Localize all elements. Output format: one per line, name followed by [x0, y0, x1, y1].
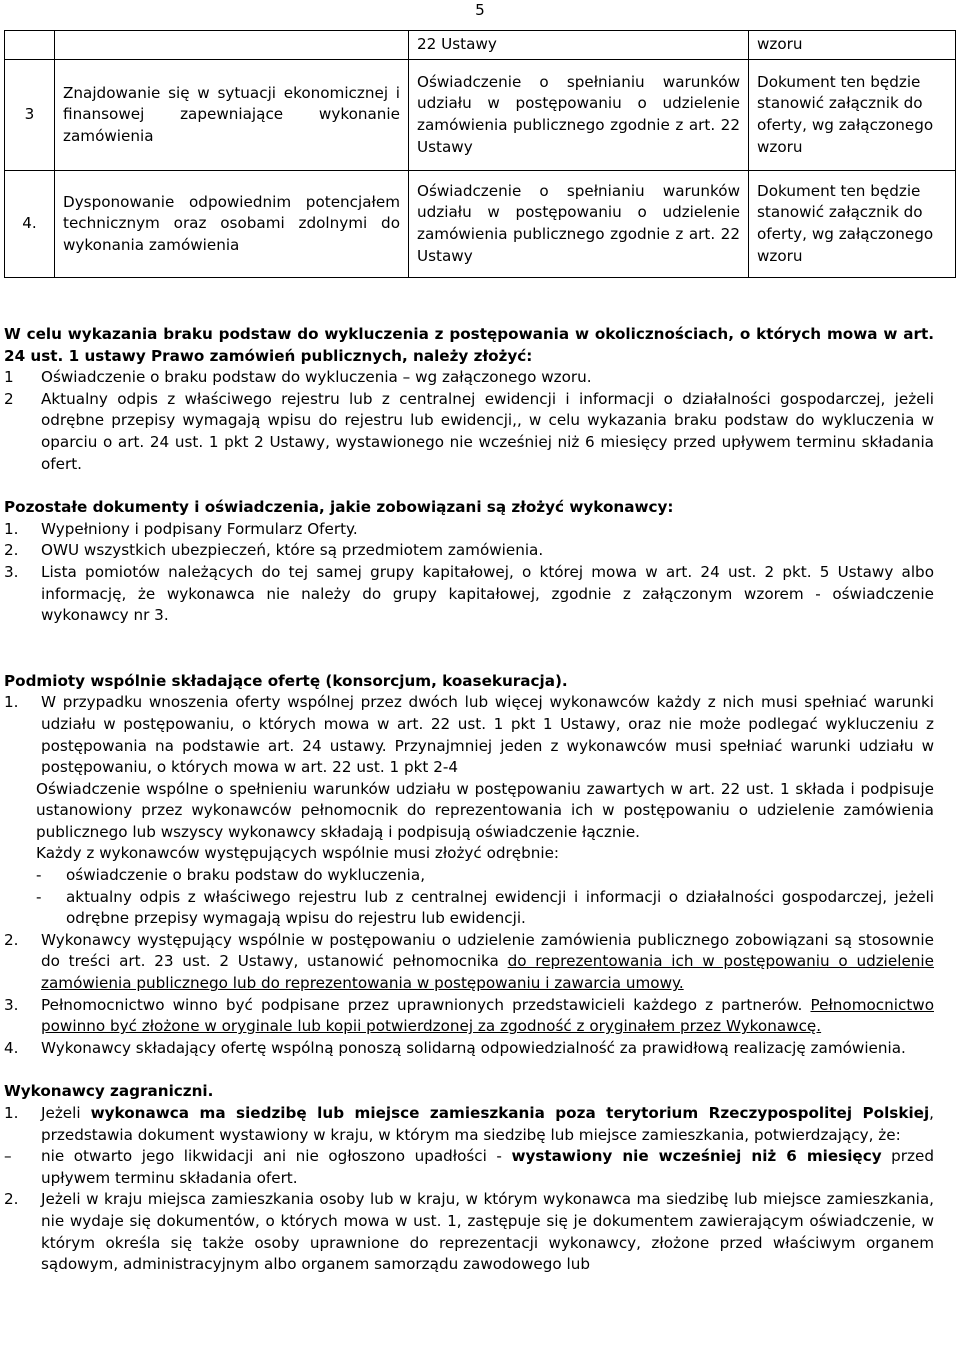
list-item: [4, 389, 934, 475]
document-cell: [409, 60, 749, 171]
exclusion-heading: W celu wykazania braku podstaw do wykluczenia z postępowania w okolicznościach, o których mowa w art. 24 ust. 1 ustawy Prawo zamówień publicznych, należy złożyć:: [4, 325, 934, 365]
row-number: 4.: [5, 171, 55, 278]
item-text: Wypełniony i podpisany Formularz Oferty.: [41, 519, 358, 538]
item-number: 2: [4, 389, 14, 408]
item-number: 2.: [4, 541, 19, 560]
item-number: 2.: [4, 1190, 19, 1209]
item-text: OWU wszystkich ubezpieczeń, które są przedmiotem zamówienia.: [41, 541, 544, 560]
foreign-heading: Wykonawcy zagraniczni.: [4, 1082, 214, 1101]
item-number: 2.: [4, 930, 19, 949]
row-number: 3: [5, 60, 55, 171]
note-cell: wzoru: [749, 31, 956, 60]
note-cell: Dokument ten będzie stanowić załącznik do oferty, wg załączonego wzoru: [749, 171, 956, 278]
dash-item: [4, 887, 934, 930]
consortium-heading: Podmioty wspólnie składające ofertę (konsorcjum, koasekuracja).: [4, 671, 568, 690]
document-text: Oświadczenie o spełnianiu warunków udziału w postępowaniu o udzielenie zamówienia publicznego zgodnie z art. 22 Ustawy: [417, 181, 740, 265]
item-number: 1.: [4, 1104, 19, 1122]
item-text-plain: Wykonawcy występujący wspólnie w postępowaniu o udzielenie zamówienia publicznego zobowiązani są stosownie do treści art. 23 ust. 2 Ustawy, ustanowić pełnomocnika: [41, 930, 934, 971]
dash-mark: -: [36, 866, 42, 885]
criterion-cell: [55, 31, 409, 60]
table-row: [5, 31, 956, 60]
item-text: Aktualny odpis z właściwego rejestru lub z centralnej ewidencji i informacji o działalności gospodarczej, jeżeli odrębne przepisy wymagają wpisu do rejestru lub ewidencji,, w celu wykazania braku podstaw do wykluczenia w oparciu o art. 24 ust. 1 pkt 2 Ustawy, wystawionego nie wcześniej niż 6 miesięcy przed upływem terminu składania ofert.: [41, 389, 934, 473]
criterion-cell: [55, 171, 409, 278]
list-item: [4, 1103, 934, 1146]
item-number: 3.: [4, 995, 19, 1014]
item-text: [41, 995, 934, 1038]
list-item: [4, 1038, 934, 1060]
dash-text-bold: wystawiony nie wcześniej niż 6 miesięcy: [511, 1147, 882, 1166]
dash-text: oświadczenie o braku podstaw do wykluczenia,: [66, 866, 426, 885]
list-item: [4, 519, 934, 541]
page-number: 5: [475, 1, 485, 19]
item-number: 1: [4, 368, 14, 387]
item-text-bold: wykonawca ma siedzibę lub miejsce zamieszkania poza terytorium Rzeczypospolitej Polskiej: [90, 1104, 930, 1122]
item-number: 1.: [4, 693, 19, 712]
list-item: [4, 995, 934, 1038]
item-text: Jeżeli w kraju miejsca zamieszkania osoby lub w kraju, w którym wykonawca ma siedzibę lub miejsce zamieszkania, nie wydaje się dokumentów, o których mowa w ust. 1, zastępuje się je dokumentem zawierającym oświadczenie, w którym określa się także osoby uprawnione do reprezentacji wykonawcy, złożone przed właściwym organem sądowym, administracyjnym albo organem samorządu zawodowego lub: [41, 1190, 934, 1274]
list-item: [4, 367, 934, 389]
item-text: [41, 1103, 934, 1146]
item-text: Lista pomiotów należących do tej samej grupy kapitałowej, o której mowa w art. 24 ust. 2 pkt. 5 Ustawy albo informację, że wykonawca nie należy do grupy kapitałowej, zgodnie z załączonym wzorem - oświadczenie wykonawcy nr 3.: [41, 562, 934, 625]
criterion-text: Znajdowanie się w sytuacji ekonomicznej i finansowej zapewniające wykonanie zamówienia: [63, 83, 400, 145]
dash-text-post: przed upływem terminu składania ofert.: [41, 1147, 934, 1187]
list-item: [4, 1189, 934, 1275]
dash-item: [4, 1146, 934, 1189]
requirements-table: [4, 30, 956, 278]
criterion-text: Dysponowanie odpowiednim potencjałem technicznym oraz osobami zdolnymi do wykonania zamówienia: [63, 192, 400, 254]
item-number: 4.: [4, 1038, 19, 1057]
dash-item: [4, 865, 934, 887]
item-text-underlined: do reprezentowania ich w postępowaniu o udzielenie zamówienia publicznego lub do reprezentowania w postępowaniu i zawarcia umowy.: [41, 952, 935, 993]
item-text: Wykonawcy składający ofertę wspólną ponoszą solidarną odpowiedzialność za prawidłową realizację zamówienia.: [41, 1038, 906, 1057]
list-item: [4, 930, 934, 995]
document-text: Oświadczenie o spełnianiu warunków udziału w postępowaniu o udzielenie zamówienia publicznego zgodnie z art. 22 Ustawy: [417, 72, 740, 156]
each-contractor-paragraph: Każdy z wykonawców występujących wspólnie musi złożyć odrębnie:: [36, 844, 560, 863]
item-text-pre: Jeżeli: [41, 1104, 81, 1122]
other-documents-heading: Pozostałe dokumenty i oświadczenia, jakie zobowiązani są złożyć wykonawcy:: [4, 498, 674, 517]
criterion-cell: [55, 60, 409, 171]
item-number: 1.: [4, 519, 19, 538]
item-text: W przypadku wnoszenia oferty wspólnej przez dwóch lub więcej wykonawców każdy z nich musi spełniać warunki udziału w postępowaniu, o których mowa w art. 22 ust. 1 pkt 1 Ustawy, oraz nie może podlegać wykluczeniu z postępowania na podstawie art. 24 ustawy. Przynajmniej jeden z wykonawców musi spełniać warunki udziału w postępowaniu, o których mowa w art. 22 ust. 1 pkt 2-4: [41, 693, 934, 777]
joint-statement-paragraph: Oświadczenie wspólne o spełnieniu warunków udziału w postępowaniu zawartych w art. 22 ust. 1 składa i podpisuje ustanowiony przez wykonawców pełnomocnik do reprezentowania ich w postępowaniu o udzielenie zamówienia publicznego lub wszyscy wykonawcy składają i podpisują oświadczenie łącznie.: [36, 779, 934, 841]
item-text-post: , przedstawia dokument wystawiony w kraju, w którym ma siedzibę lub miejsce zamieszkania, potwierdzający, że:: [41, 1104, 934, 1144]
note-cell: Dokument ten będzie stanowić załącznik do oferty, wg załączonego wzoru: [749, 60, 956, 171]
dash-mark: –: [4, 1147, 12, 1166]
list-item: [4, 562, 934, 627]
list-item: [4, 692, 934, 778]
dash-mark: -: [36, 887, 42, 906]
table-row: [5, 171, 956, 278]
item-number: 3.: [4, 562, 19, 581]
list-item: [4, 540, 934, 562]
dash-text-pre: nie otwarto jego likwidacji ani nie ogłoszono upadłości -: [41, 1147, 502, 1166]
document-cell: [409, 171, 749, 278]
item-text: [41, 930, 934, 995]
item-text-plain: Pełnomocnictwo winno być podpisane przez uprawnionych przedstawicieli każdego z partnerów.: [41, 995, 803, 1014]
document-body: [4, 324, 934, 1276]
document-cell: 22 Ustawy: [409, 31, 749, 60]
item-text: Oświadczenie o braku podstaw do wykluczenia – wg załączonego wzoru.: [41, 368, 592, 387]
row-number: [5, 31, 55, 60]
dash-text: aktualny odpis z właściwego rejestru lub z centralnej ewidencji i informacji o działalności gospodarczej, jeżeli odrębne przepisy wymagają wpisu do rejestru lub ewidencji.: [66, 887, 934, 928]
item-text-underlined: Pełnomocnictwo powinno być złożone w oryginale lub kopii potwierdzonej za zgodność z oryginałem przez Wykonawcę.: [41, 995, 934, 1036]
dash-text: [41, 1146, 934, 1189]
table-row: [5, 60, 956, 171]
